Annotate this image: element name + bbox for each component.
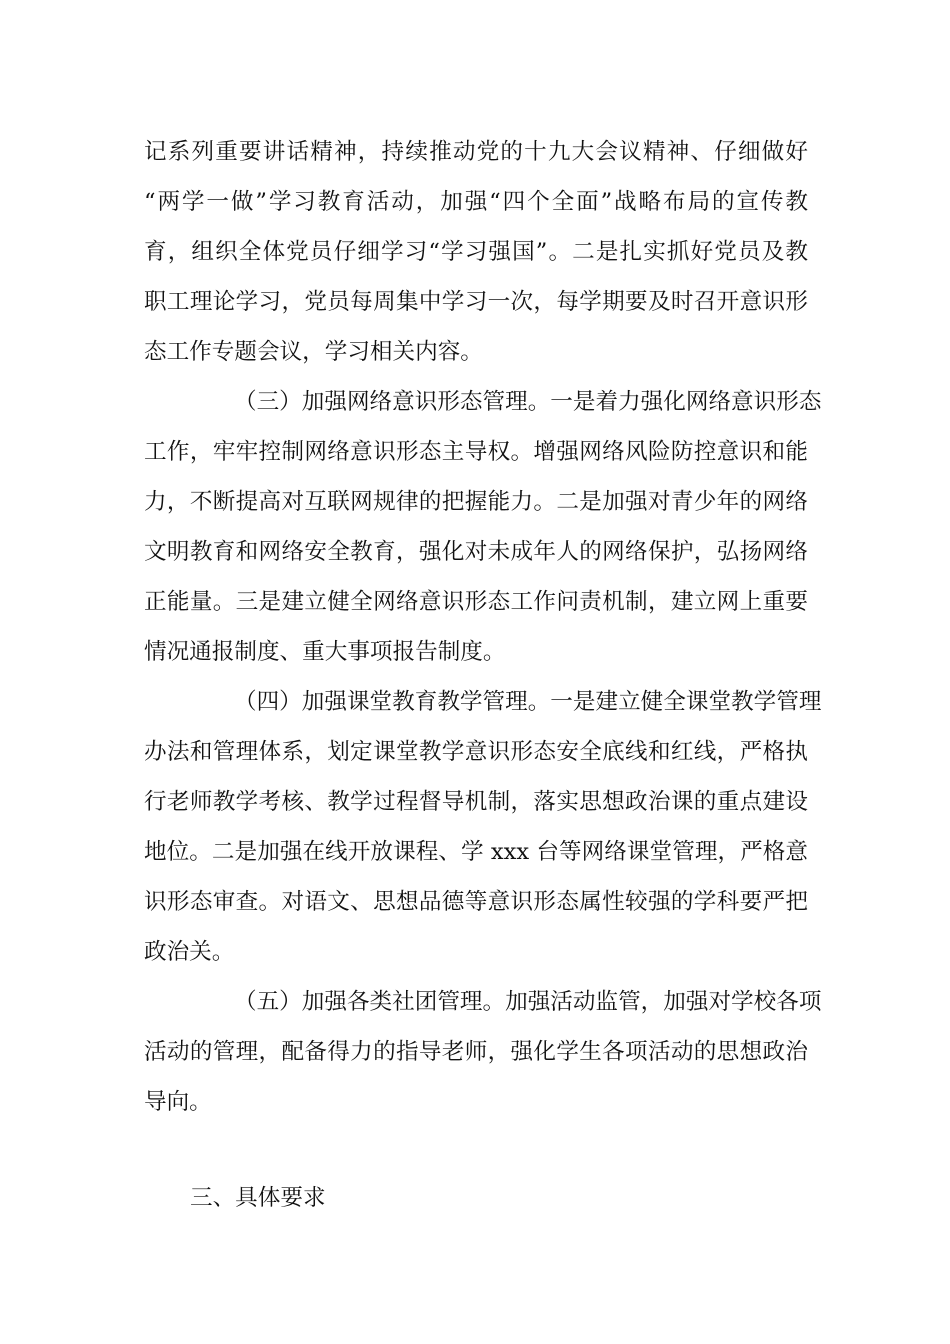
text-line: 地位。二是加强在线开放课程、学 xxx 台等网络课堂管理，严格意 <box>144 839 808 865</box>
text-line: 育，组织全体党员仔细学习“学习强国”。二是扎实抓好党员及教 <box>144 239 808 265</box>
paragraph-start-line: （三）加强网络意识形态管理。一是着力强化网络意识形态 <box>234 389 822 415</box>
text-line: “两学一做”学习教育活动，加强“四个全面”战略布局的宣传教 <box>144 189 808 215</box>
text-line: 导向。 <box>144 1089 212 1115</box>
text-line: 政治关。 <box>144 939 235 965</box>
text-line: 办法和管理体系，划定课堂教学意识形态安全底线和红线，严格执 <box>144 739 808 765</box>
text-line: 工作，牢牢控制网络意识形态主导权。增强网络风险防控意识和能 <box>144 439 808 465</box>
text-line: 行老师教学考核、教学过程督导机制，落实思想政治课的重点建设 <box>144 789 808 815</box>
text-line: 活动的管理，配备得力的指导老师，强化学生各项活动的思想政治 <box>144 1039 808 1065</box>
paragraph-start-line: （五）加强各类社团管理。加强活动监管，加强对学校各项 <box>234 989 822 1015</box>
text-line: 文明教育和网络安全教育，强化对未成年人的网络保护，弘扬网络 <box>144 539 808 565</box>
paragraph-start-line: （四）加强课堂教育教学管理。一是建立健全课堂教学管理 <box>234 689 822 715</box>
text-line: 识形态审查。对语文、思想品德等意识形态属性较强的学科要严把 <box>144 889 808 915</box>
section-heading: 三、具体要求 <box>190 1185 326 1211</box>
text-line: 职工理论学习，党员每周集中学习一次，每学期要及时召开意识形 <box>144 289 808 315</box>
text-line: 力，不断提高对互联网规律的把握能力。二是加强对青少年的网络 <box>144 489 808 515</box>
text-line: 记系列重要讲话精神，持续推动党的十九大会议精神、仔细做好 <box>144 139 808 165</box>
text-line: 态工作专题会议，学习相关内容。 <box>144 339 483 365</box>
text-line: 情况通报制度、重大事项报告制度。 <box>144 639 506 665</box>
text-line: 正能量。三是建立健全网络意识形态工作问责机制，建立网上重要 <box>144 589 808 615</box>
